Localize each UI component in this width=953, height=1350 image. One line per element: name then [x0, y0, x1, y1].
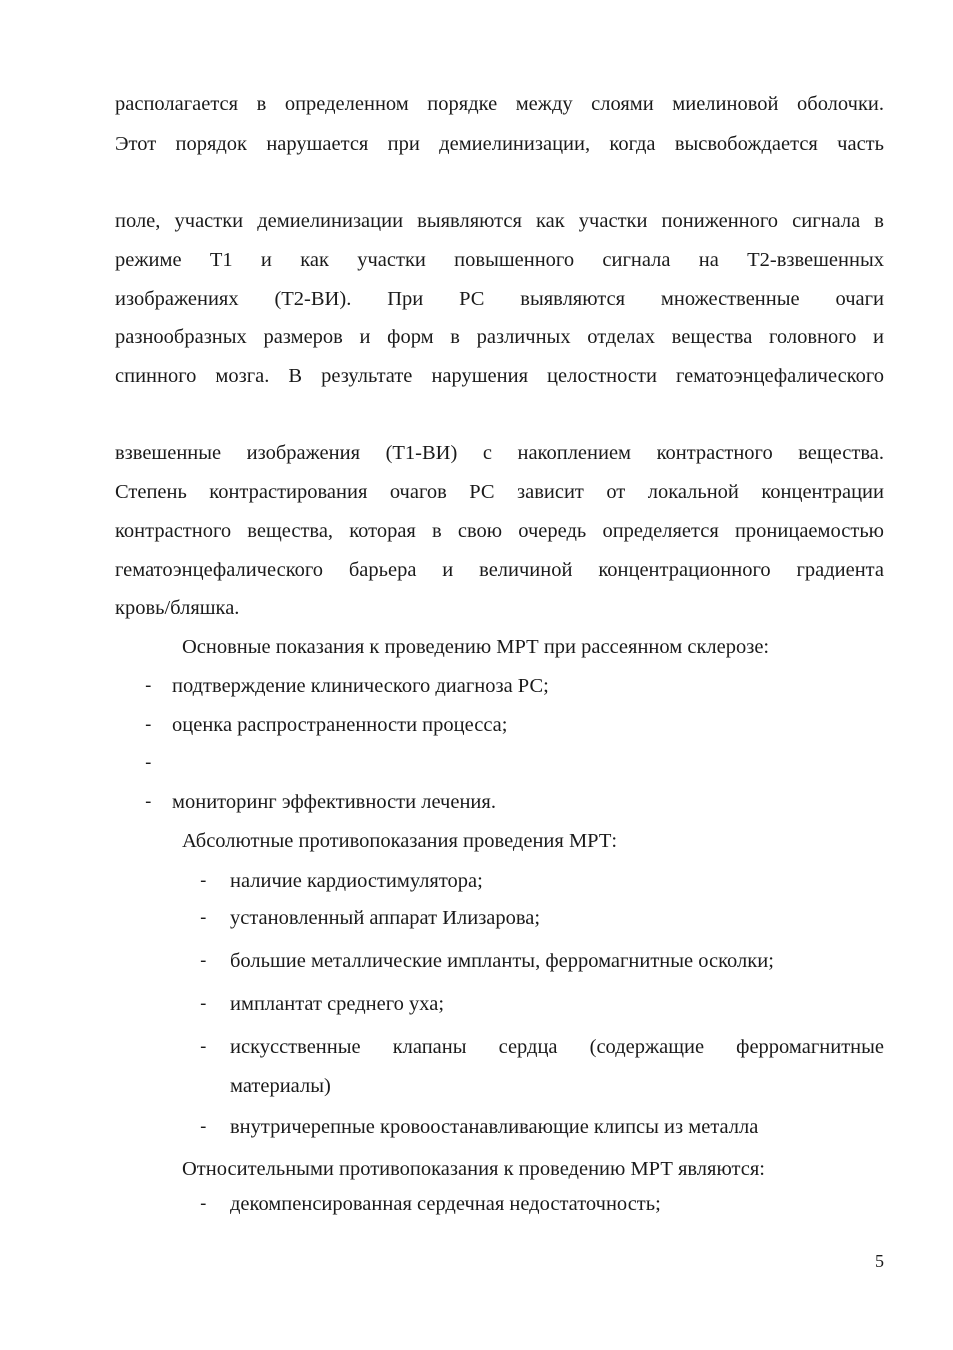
list-bullet: - — [145, 675, 152, 696]
list-bullet: - — [200, 1116, 207, 1137]
list-item: декомпенсированная сердечная недостаточность; — [230, 1193, 661, 1215]
list-item: мониторинг эффективности лечения. — [172, 791, 496, 813]
paragraph-line: поле, участки демиелинизации выявляются как участки пониженного сигнала в — [115, 210, 884, 232]
paragraph-line: располагается в определенном порядке между слоями миелиновой оболочки. — [115, 93, 884, 115]
paragraph-line: спинного мозга. В результате нарушения целостности гематоэнцефалического — [115, 365, 884, 387]
relative-contraindications-heading: Относительными противопоказания к проведению МРТ являются: — [182, 1158, 765, 1180]
paragraph-line: контрастного вещества, которая в свою очередь определяется проницаемостью — [115, 520, 884, 542]
list-bullet: - — [200, 1193, 207, 1214]
list-bullet: - — [145, 714, 152, 735]
list-bullet: - — [145, 791, 152, 812]
list-bullet: - — [200, 950, 207, 971]
list-item: установленный аппарат Илизарова; — [230, 907, 541, 929]
list-item: имплантат среднего уха; — [230, 993, 445, 1015]
paragraph-line: Этот порядок нарушается при демиелинизации, когда высвобождается часть — [115, 133, 884, 155]
list-bullet: - — [200, 870, 207, 891]
list-item: большие металлические импланты, ферромагнитные осколки; — [230, 950, 774, 972]
paragraph-last-line: кровь/бляшка. — [115, 597, 240, 619]
absolute-contraindications-heading: Абсолютные противопоказания проведения МРТ: — [182, 830, 618, 852]
list-item: искусственные клапаны сердца (содержащие ферромагнитные — [230, 1036, 884, 1058]
list-bullet: - — [145, 752, 152, 773]
list-item: наличие кардиостимулятора; — [230, 870, 483, 892]
page-number: 5 — [875, 1251, 884, 1271]
paragraph-line: разнообразных размеров и форм в различных отделах вещества головного и — [115, 326, 884, 348]
list-item: подтверждение клинического диагноза РС; — [172, 675, 549, 697]
list-item-continuation: материалы) — [230, 1075, 331, 1097]
paragraph-line: Степень контрастирования очагов РС зависит от локальной концентрации — [115, 481, 884, 503]
indications-heading: Основные показания к проведению МРТ при рассеянном склерозе: — [182, 636, 770, 658]
list-item: внутричерепные кровоостанавливающие клипсы из металла — [230, 1116, 759, 1138]
list-bullet: - — [200, 993, 207, 1014]
list-bullet: - — [200, 1036, 207, 1057]
paragraph-line: режиме Т1 и как участки повышенного сигнала на Т2-взвешенных — [115, 249, 884, 271]
paragraph-line: взвешенные изображения (Т1-ВИ) с накоплением контрастного вещества. — [115, 442, 884, 464]
list-item: оценка распространенности процесса; — [172, 714, 508, 736]
paragraph-line: гематоэнцефалического барьера и величиной концентрационного градиента — [115, 559, 884, 581]
paragraph-line: изображениях (Т2-ВИ). При РС выявляются множественные очаги — [115, 288, 884, 310]
list-bullet: - — [200, 907, 207, 928]
